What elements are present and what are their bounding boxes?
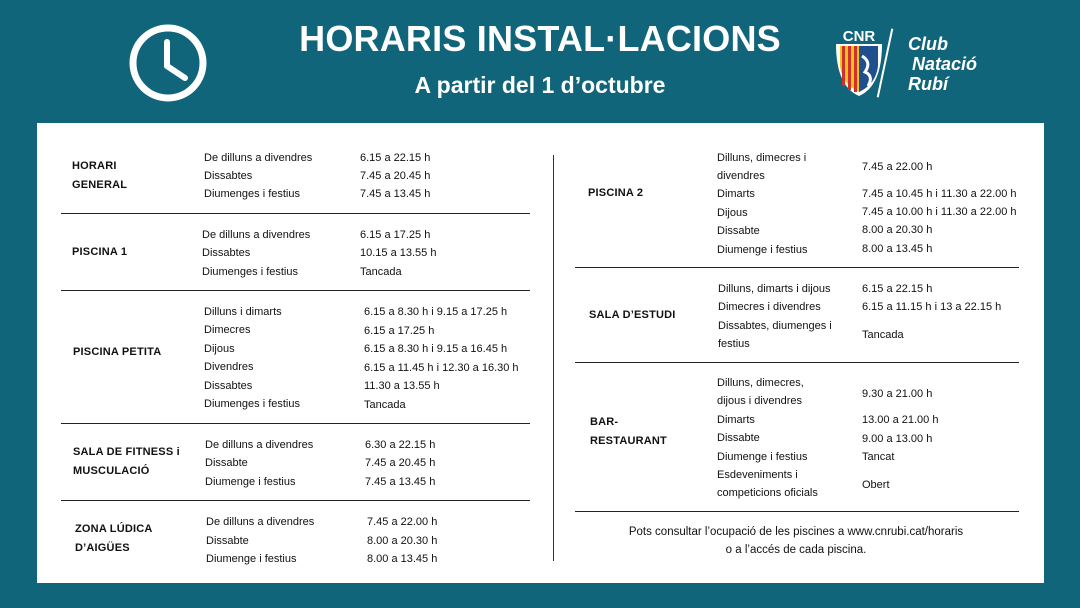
section-name-sala-estudi: SALA D’ESTUDI — [589, 309, 676, 321]
footer-note-line-1: Pots consultar l’ocupació de les piscines a www.cnrubi.cat/horaris — [628, 526, 964, 538]
logo-text — [908, 34, 977, 94]
time-value: 9.00 a 13.00 h — [862, 433, 933, 445]
day-label: Dissabtes — [202, 247, 251, 259]
section-divider — [575, 267, 1019, 268]
time-value: Tancada — [364, 399, 406, 411]
day-label: Diumenge i festius — [717, 244, 808, 256]
page-subtitle: A partir del 1 d’octubre — [414, 72, 666, 98]
day-label: Dissabte — [205, 457, 248, 469]
time-value: Tancada — [862, 329, 904, 341]
day-label: Diumenges i festius — [204, 188, 300, 200]
section-name-piscina-1: PISCINA 1 — [72, 246, 128, 258]
logo-abbr: CNR — [842, 28, 876, 45]
day-label: Dimarts — [717, 414, 755, 426]
day-label-cont: dijous i divendres — [717, 395, 802, 407]
time-value: 6.15 a 17.25 h — [364, 325, 435, 337]
time-value: 10.15 a 13.55 h — [360, 247, 437, 259]
time-value: 8.00 a 13.45 h — [862, 243, 933, 255]
section-divider — [61, 423, 530, 424]
logo-line-3: Rubí — [908, 74, 948, 94]
time-value: Tancada — [360, 266, 402, 278]
section-divider — [61, 213, 530, 214]
section-name-sala-fitness: SALA DE FITNESS i MUSCULACIÓ — [73, 446, 180, 477]
time-value: 6.15 a 11.15 h i 13 a 22.15 h — [862, 301, 1002, 313]
day-label: Dissabte — [206, 535, 249, 547]
time-value: 7.45 a 22.00 h — [862, 161, 933, 173]
section-name-horari-general: HORARI GENERAL — [72, 160, 128, 191]
time-value: 6.30 a 22.15 h — [365, 439, 436, 451]
time-value: 6.15 a 22.15 h — [862, 283, 933, 295]
day-label: Dilluns i dimarts — [204, 306, 282, 318]
section-divider — [61, 500, 530, 501]
logo-line-1: Club — [908, 34, 948, 54]
day-label: De dilluns a divendres — [205, 439, 314, 451]
day-label: Diumenge i festius — [717, 451, 808, 463]
column-divider — [553, 155, 554, 561]
footer-note-line-2: o a l’accés de cada piscina. — [725, 544, 867, 556]
time-value: Obert — [862, 479, 890, 491]
time-value: 6.15 a 22.15 h — [360, 152, 431, 164]
time-value: 7.45 a 10.00 h i 11.30 a 22.00 h — [862, 206, 1017, 218]
section-name-zona-ludica: ZONA LÚDICA D’AIGÜES — [75, 523, 153, 554]
day-label: Dilluns, dimecres, — [717, 377, 804, 389]
time-value: 6.15 a 8.30 h i 9.15 a 16.45 h — [364, 343, 508, 355]
schedule-panel — [37, 123, 1044, 583]
day-label: Divendres — [204, 361, 254, 373]
day-label: Diumenges i festius — [202, 266, 298, 278]
time-value: 13.00 a 21.00 h — [862, 414, 939, 426]
day-label-cont: divendres — [717, 170, 765, 182]
day-label: De dilluns a divendres — [202, 229, 311, 241]
section-divider — [575, 362, 1019, 363]
day-label: Diumenge i festius — [205, 476, 296, 488]
day-label: Diumenge i festius — [206, 553, 297, 565]
page-title: HORARIS INSTAL·LACIONS — [299, 18, 781, 59]
day-label-cont: festius — [718, 338, 750, 350]
day-label: Dimarts — [717, 188, 755, 200]
time-value: 11.30 a 13.55 h — [364, 380, 440, 392]
day-label: Dissabtes — [204, 170, 253, 182]
day-label: De dilluns a divendres — [204, 152, 313, 164]
day-label: Dilluns, dimecres i — [717, 152, 807, 164]
time-value: 9.30 a 21.00 h — [862, 388, 933, 400]
time-value: 8.00 a 20.30 h — [862, 224, 933, 236]
day-label: Dijous — [204, 343, 235, 355]
time-value: 7.45 a 13.45 h — [360, 188, 431, 200]
time-value: 7.45 a 20.45 h — [360, 170, 431, 182]
day-label: Dissabte — [717, 225, 760, 237]
section-divider — [575, 511, 1019, 512]
day-label-cont: competicions oficials — [717, 487, 818, 499]
day-label: Dimecres i divendres — [718, 301, 821, 313]
section-name-piscina-petita: PISCINA PETITA — [73, 346, 162, 358]
section-name-bar-restaurant: BAR- RESTAURANT — [590, 416, 667, 447]
time-value: 6.15 a 11.45 h i 12.30 a 16.30 h — [364, 362, 519, 374]
day-label: Dijous — [717, 207, 748, 219]
time-value: Tancat — [862, 451, 895, 463]
day-label: Dissabte — [717, 432, 760, 444]
day-label: Dilluns, dimarts i dijous — [718, 283, 831, 295]
time-value: 8.00 a 20.30 h — [367, 535, 438, 547]
day-label: Dissabtes — [204, 380, 253, 392]
time-value: 7.45 a 20.45 h — [365, 457, 436, 469]
section-divider — [61, 290, 530, 291]
footer-note — [575, 523, 1017, 559]
time-value: 6.15 a 17.25 h — [360, 229, 431, 241]
day-label: De dilluns a divendres — [206, 516, 315, 528]
time-value: 6.15 a 8.30 h i 9.15 a 17.25 h — [364, 306, 508, 318]
day-label: Dimecres — [204, 324, 251, 336]
time-value: 7.45 a 13.45 h — [365, 476, 436, 488]
day-label: Dissabtes, diumenges i — [718, 320, 832, 332]
day-label: Esdeveniments i — [717, 469, 798, 481]
time-value: 8.00 a 13.45 h — [367, 553, 438, 565]
time-value: 7.45 a 10.45 h i 11.30 a 22.00 h — [862, 188, 1017, 200]
day-label: Diumenges i festius — [204, 398, 300, 410]
time-value: 7.45 a 22.00 h — [367, 516, 438, 528]
logo-line-2: Natació — [912, 54, 978, 74]
section-name-piscina-2: PISCINA 2 — [588, 187, 644, 199]
